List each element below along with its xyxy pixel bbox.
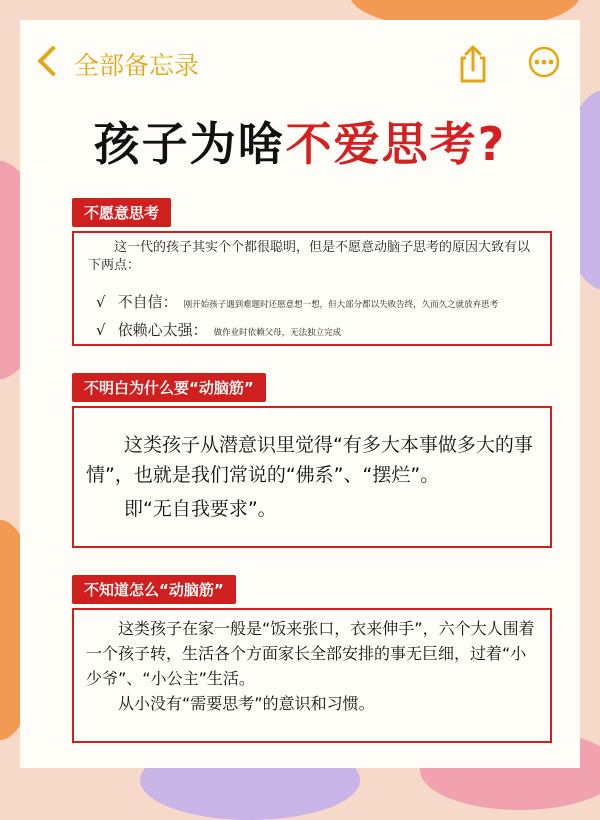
note-card bbox=[20, 20, 580, 768]
item-label: 不自信： bbox=[117, 293, 178, 311]
section1-tag: 不愿意思考 bbox=[72, 198, 171, 227]
section3-box bbox=[72, 608, 552, 743]
section1-intro: 这一代的孩子其实个个都很聪明，但是不愿意动脑子思考的原因大致有以下两点： bbox=[88, 240, 531, 273]
section3-paragraph: 这类孩子在家一般是“饭来张口，衣来伸手”，六个大人围着一个孩子转，生活各个方面家长全部安排的事无巨细，过着“小少爷”、“小公主”生活。 bbox=[86, 619, 535, 688]
more-icon[interactable] bbox=[528, 46, 560, 78]
section2-paragraph: 这类孩子从潜意识里觉得“有多大本事做多大的事情”，也就是我们常说的“佛系”、“摆烂”。 bbox=[86, 434, 533, 486]
item-label: 依赖心太强： bbox=[117, 321, 208, 339]
item-detail: 刚开始孩子遇到难题时还愿意想一想，但大部分都以失败告终，久而久之就放弃思考 bbox=[183, 300, 499, 310]
page-title bbox=[20, 108, 580, 174]
section3-tag: 不知道怎么“动脑筋” bbox=[72, 575, 236, 604]
section1-item bbox=[96, 319, 341, 340]
top-bar bbox=[20, 44, 580, 84]
section2-box bbox=[72, 406, 552, 548]
share-icon[interactable] bbox=[457, 44, 489, 84]
section2-tag: 不明白为什么要“动脑筋” bbox=[72, 373, 266, 402]
title-black: 孩子为啥 bbox=[93, 117, 286, 171]
check-icon: √ bbox=[96, 293, 106, 311]
title-red: 不爱思考? bbox=[285, 117, 507, 171]
back-button[interactable]: 全部备忘录 bbox=[74, 51, 200, 80]
section3-paragraph: 从小没有“需要思考”的意识和习惯。 bbox=[118, 694, 375, 713]
section1-box bbox=[72, 231, 552, 346]
section2-paragraph: 即“无自我要求”。 bbox=[124, 498, 277, 520]
chevron-left-icon[interactable] bbox=[37, 45, 68, 76]
item-detail: 做作业时依赖父母，无法独立完成 bbox=[213, 328, 342, 338]
check-icon: √ bbox=[96, 321, 106, 339]
section1-item bbox=[96, 291, 498, 312]
